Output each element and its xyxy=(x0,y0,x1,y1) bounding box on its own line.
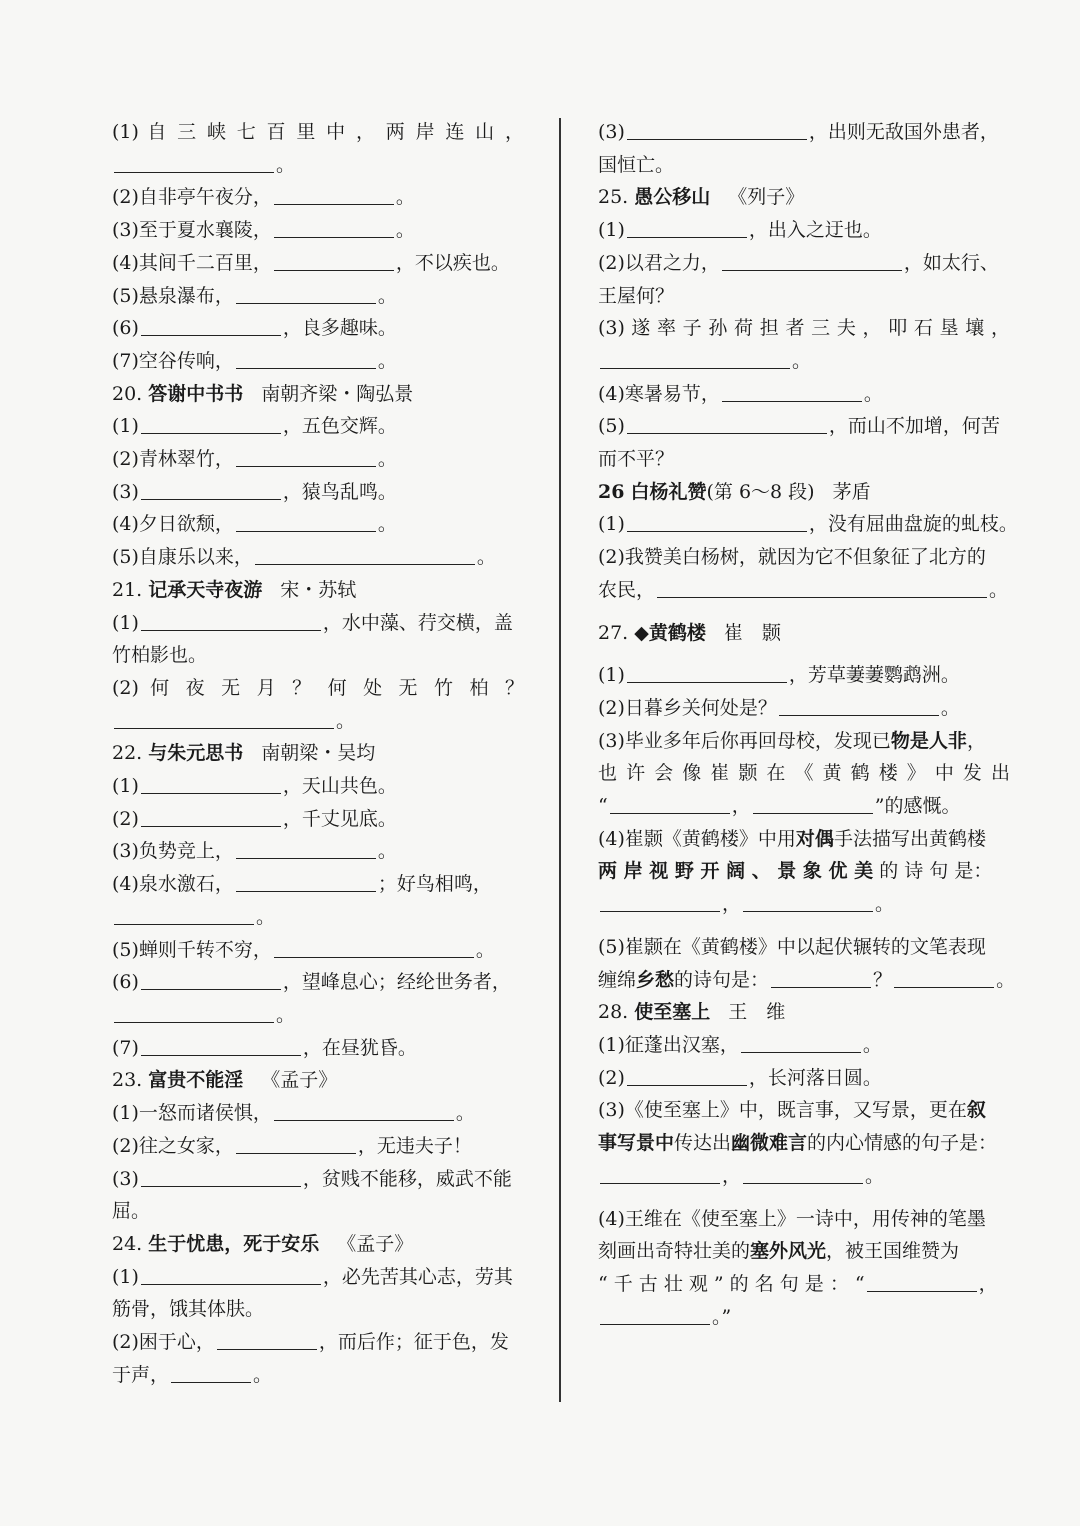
text: ，出入之迂也。 xyxy=(748,219,882,242)
text: ，望峰息心；经纶世务者， xyxy=(282,971,511,994)
section-title: 愚公移山 xyxy=(634,186,711,209)
text: 而不平？ xyxy=(598,448,675,471)
section-number: 22. xyxy=(112,742,143,765)
s27-line4-cont xyxy=(598,855,1010,888)
right-column xyxy=(598,116,1018,1333)
s22-line3 xyxy=(112,835,524,868)
answer-blank[interactable] xyxy=(274,1119,454,1121)
text: 传达出 xyxy=(674,1132,732,1155)
section-number: 24. xyxy=(112,1232,143,1255)
text: ”的感慨。 xyxy=(874,795,961,818)
s24-line1-cont xyxy=(112,1293,524,1326)
text: (1) xyxy=(598,219,625,242)
text: 竹柏影也。 xyxy=(112,644,208,667)
text: (5)崔颢在《黄鹤楼》中以起伏辗转的文笔表现 xyxy=(598,935,986,958)
answer-blank[interactable] xyxy=(741,1051,861,1053)
text: ，水中藻、荇交横，盖 xyxy=(322,611,513,634)
s28-line3 xyxy=(598,1094,1010,1127)
s20-line4 xyxy=(112,508,524,541)
s23-line1 xyxy=(112,1097,524,1130)
s24-line2-cont xyxy=(112,1359,524,1392)
answer-blank[interactable] xyxy=(600,1182,720,1184)
text: 屈。 xyxy=(112,1200,151,1223)
answer-blank[interactable] xyxy=(743,910,873,912)
answer-blank[interactable] xyxy=(114,727,334,729)
text: 。 xyxy=(377,349,397,372)
answer-blank[interactable] xyxy=(771,986,871,988)
text: (3) xyxy=(112,480,139,503)
text: (7)空谷传响， xyxy=(112,349,234,372)
s22-line1 xyxy=(112,770,524,803)
text: ，在昼犹昏。 xyxy=(302,1036,417,1059)
text: ， xyxy=(966,729,986,752)
text: 。 xyxy=(276,153,296,176)
section-subtitle: (第 6～8 段) xyxy=(706,480,815,503)
text: 国恒亡。 xyxy=(598,153,675,176)
answer-blank[interactable] xyxy=(141,498,281,500)
answer-blank[interactable] xyxy=(171,1381,251,1383)
s22-line7 xyxy=(112,1032,524,1065)
answer-blank[interactable] xyxy=(627,432,827,434)
answer-blank[interactable] xyxy=(141,1185,301,1187)
answer-blank[interactable] xyxy=(600,1323,710,1325)
s21-line1 xyxy=(112,607,524,640)
text: (7) xyxy=(112,1036,139,1059)
s26-line2-cont xyxy=(598,574,1010,607)
section-title: 生于忧患，死于安乐 xyxy=(148,1232,320,1255)
section-author: 王 维 xyxy=(728,1001,786,1024)
section-title: ◆黄鹤楼 xyxy=(634,621,706,644)
text: ，出则无敌国外患者， xyxy=(808,121,999,143)
s28-line3-cont xyxy=(598,1127,1010,1160)
s28-line3-blanks xyxy=(598,1160,1010,1193)
s25-line3-cont xyxy=(598,345,1010,378)
answer-blank[interactable] xyxy=(274,203,394,205)
s27-line3-blanks xyxy=(598,790,1010,823)
answer-blank[interactable] xyxy=(141,792,281,794)
text: ，长河落日圆。 xyxy=(748,1066,882,1089)
s19-line6 xyxy=(112,312,524,345)
section-28-heading xyxy=(598,996,1010,1029)
answer-blank[interactable] xyxy=(141,334,281,336)
answer-blank[interactable] xyxy=(141,1054,301,1056)
section-20-heading xyxy=(112,378,524,411)
text: ，而后作；征于色，发 xyxy=(318,1331,509,1354)
text: (4)崔颢《黄鹤楼》中用 xyxy=(598,827,796,850)
s28-line1 xyxy=(598,1029,1010,1062)
answer-blank[interactable] xyxy=(657,596,987,598)
text: (2) xyxy=(112,807,139,830)
text: (2)我赞美白杨树，就因为它不但象征了北方的 xyxy=(598,546,986,569)
answer-blank[interactable] xyxy=(779,714,939,716)
s21-line2 xyxy=(112,672,524,705)
text: “ xyxy=(598,795,608,818)
s25-line3 xyxy=(598,312,1010,345)
text: 王屋何？ xyxy=(598,284,675,307)
s27-line1 xyxy=(598,659,1010,692)
s22-line6 xyxy=(112,966,524,999)
bold-text: 两 岸 视 野 开 阔 、 景 象 优 美 xyxy=(598,860,874,883)
answer-blank[interactable] xyxy=(627,530,807,532)
text: 。” xyxy=(712,1305,732,1328)
text: ，无违夫子！ xyxy=(357,1134,472,1157)
text: 缠绵 xyxy=(598,968,637,991)
text: 。 xyxy=(792,349,812,372)
section-author: 《孟子》 xyxy=(261,1069,338,1092)
answer-blank[interactable] xyxy=(217,1348,317,1350)
answer-blank[interactable] xyxy=(255,563,475,565)
text: ，芳草萋萋鹦鹉洲。 xyxy=(788,664,960,687)
text: 也 许 会 像 崔 颢 在 《 黄 鹤 楼 》 中 发 出 xyxy=(598,762,1010,785)
section-author: 南朝梁・吴均 xyxy=(261,742,376,765)
bold-text: 叙 xyxy=(966,1099,986,1122)
text: 的 诗 句 是： xyxy=(879,860,993,883)
s27-line5 xyxy=(598,931,1010,964)
section-number: 28. xyxy=(598,1001,629,1024)
text: ，千丈见底。 xyxy=(282,807,397,830)
s19-line3 xyxy=(112,214,524,247)
s24-line3-cont xyxy=(598,149,1010,182)
s25-line4 xyxy=(598,378,1010,411)
s25-line2-cont xyxy=(598,280,1010,313)
answer-blank[interactable] xyxy=(627,681,787,683)
left-column xyxy=(112,116,524,1391)
s28-line4-blanks xyxy=(598,1301,1010,1334)
text: (1)征蓬出汉塞， xyxy=(598,1033,739,1056)
section-21-heading xyxy=(112,574,524,607)
s26-line1 xyxy=(598,508,1018,541)
s23-line3-cont xyxy=(112,1195,524,1228)
text: (3)负势竞上， xyxy=(112,840,234,863)
text: (1)一怒而诸侯惧， xyxy=(112,1102,272,1125)
s22-line4 xyxy=(112,868,524,901)
s25-line5 xyxy=(598,410,1010,443)
text: (4)泉水激石， xyxy=(112,873,234,896)
text: ， xyxy=(722,1164,742,1187)
section-26-heading xyxy=(598,476,1010,509)
s27-line5-cont xyxy=(598,964,1016,997)
text: ，五色交辉。 xyxy=(282,415,397,438)
text: 农民， xyxy=(598,578,656,601)
text: 。 xyxy=(865,1164,885,1187)
text: 。 xyxy=(875,893,895,916)
text: 。 xyxy=(276,1003,296,1026)
text: (6) xyxy=(112,971,139,994)
answer-blank[interactable] xyxy=(894,986,994,988)
bold-text: 幽微难言 xyxy=(731,1132,808,1155)
s27-line2 xyxy=(598,692,1010,725)
section-title: 记承天寺夜游 xyxy=(148,578,263,601)
text: 刻画出奇特壮美的 xyxy=(598,1240,751,1263)
s27-line3-cont xyxy=(598,757,1010,790)
section-number: 21. xyxy=(112,578,143,601)
section-number: 20. xyxy=(112,382,143,405)
answer-blank[interactable] xyxy=(743,1182,863,1184)
s20-line1 xyxy=(112,410,524,443)
text: 。 xyxy=(395,219,415,242)
s28-line4-cont2 xyxy=(598,1268,1010,1301)
section-title: 答谢中书书 xyxy=(148,382,244,405)
text: ，猿鸟乱鸣。 xyxy=(282,480,397,503)
text: (3)《使至塞上》中，既言事，又写景，更在 xyxy=(598,1099,967,1122)
section-author: 崔 颢 xyxy=(723,621,781,644)
text: (6) xyxy=(112,317,139,340)
text: (3) 遂 率 子 孙 荷 担 者 三 夫 ， 叩 石 垦 壤 ， xyxy=(598,317,1010,340)
answer-blank[interactable] xyxy=(610,812,730,814)
text: (2)以君之力， xyxy=(598,251,720,274)
text: (5)蝉则千转不穷， xyxy=(112,938,272,961)
answer-blank[interactable] xyxy=(236,1152,356,1154)
s27-line4-blanks xyxy=(598,888,1010,921)
text: (4)其间千二百里， xyxy=(112,251,272,274)
bold-text: 对偶 xyxy=(795,827,834,850)
text: (2)往之女家， xyxy=(112,1134,234,1157)
answer-blank[interactable] xyxy=(236,302,376,304)
text: (1) 自 三 峡 七 百 里 中 ， 两 岸 连 山 ， xyxy=(112,121,524,143)
answer-blank[interactable] xyxy=(600,910,720,912)
text: 。 xyxy=(989,578,1009,601)
text: (2)自非亭午夜分， xyxy=(112,186,272,209)
section-number: 25. xyxy=(598,186,629,209)
s20-line2 xyxy=(112,443,524,476)
text: (1) xyxy=(598,513,625,536)
text: (3) xyxy=(598,121,625,143)
section-title: 白杨礼赞 xyxy=(630,480,707,503)
section-title: 使至塞上 xyxy=(634,1001,711,1024)
text: (1) xyxy=(112,1265,139,1288)
text: 。 xyxy=(475,938,495,961)
text: 。 xyxy=(862,1033,882,1056)
text: (1) xyxy=(112,611,139,634)
text: (3)至于夏水襄陵， xyxy=(112,219,272,242)
text: (2)青林翠竹， xyxy=(112,448,234,471)
text: 。 xyxy=(863,382,883,405)
answer-blank[interactable] xyxy=(274,236,394,238)
s21-line1-cont xyxy=(112,639,524,672)
text: ， xyxy=(978,1272,998,1295)
s19-line7 xyxy=(112,345,524,378)
text: 的诗句是： xyxy=(674,968,770,991)
s23-line3 xyxy=(112,1163,524,1196)
text: (2)日暮乡关何处是？ xyxy=(598,696,777,719)
text: ， xyxy=(731,795,751,818)
section-author: 《列子》 xyxy=(728,186,805,209)
s28-line2 xyxy=(598,1062,1010,1095)
text: ，而山不加增，何苦 xyxy=(828,415,1000,438)
text: (2)困于心， xyxy=(112,1331,215,1354)
text: (3) xyxy=(112,1167,139,1190)
s20-line5 xyxy=(112,541,524,574)
text: (2) xyxy=(598,1066,625,1089)
s27-line4 xyxy=(598,823,1010,856)
text: 。 xyxy=(377,840,397,863)
answer-blank[interactable] xyxy=(114,923,254,925)
text: (5) xyxy=(598,415,625,438)
spacer xyxy=(598,649,1010,659)
text: 筋骨，饿其体肤。 xyxy=(112,1298,265,1321)
text: 。 xyxy=(455,1102,475,1125)
s24-line1 xyxy=(112,1261,524,1294)
section-22-heading xyxy=(112,737,524,770)
answer-blank[interactable] xyxy=(236,857,376,859)
text: (5)悬泉瀑布， xyxy=(112,284,234,307)
spacer xyxy=(598,921,1010,931)
text: ， xyxy=(722,893,742,916)
answer-blank[interactable] xyxy=(722,400,862,402)
s25-line2 xyxy=(598,247,1010,280)
bold-text: 乡愁 xyxy=(636,968,675,991)
text: ，良多趣味。 xyxy=(282,317,397,340)
section-25-heading xyxy=(598,181,1010,214)
text: (1) xyxy=(598,664,625,687)
answer-blank[interactable] xyxy=(722,269,902,271)
section-number: 27. xyxy=(598,621,629,644)
answer-blank[interactable] xyxy=(141,629,321,631)
text: ，贫贱不能移，威武不能 xyxy=(302,1167,512,1190)
s27-line3 xyxy=(598,725,1010,758)
section-23-heading xyxy=(112,1064,524,1097)
answer-blank[interactable] xyxy=(627,1084,747,1086)
text: 于声， xyxy=(112,1363,170,1386)
answer-blank[interactable] xyxy=(236,890,376,892)
bold-text: 事写景中 xyxy=(598,1132,675,1155)
s25-line1 xyxy=(598,214,1010,247)
text: ，如太行、 xyxy=(903,251,999,274)
s20-line3 xyxy=(112,476,524,509)
s28-line4-cont xyxy=(598,1235,1010,1268)
spacer xyxy=(598,1193,1010,1203)
answer-blank[interactable] xyxy=(627,138,807,140)
text: (4)寒暑易节， xyxy=(598,382,720,405)
section-number: 26 xyxy=(598,480,625,503)
text: 的内心情感的句子是： xyxy=(807,1132,998,1155)
text: ，必先苦其心志，劳其 xyxy=(322,1265,513,1288)
text: (5)自康乐以来， xyxy=(112,546,253,569)
text: (4)夕日欲颓， xyxy=(112,513,234,536)
answer-blank[interactable] xyxy=(114,171,274,173)
text: 。 xyxy=(476,546,496,569)
section-author: 茅盾 xyxy=(832,480,871,503)
text: 。 xyxy=(377,284,397,307)
s28-line4 xyxy=(598,1203,1010,1236)
text: (1) xyxy=(112,775,139,798)
answer-blank[interactable] xyxy=(627,236,747,238)
answer-blank[interactable] xyxy=(236,367,376,369)
answer-blank[interactable] xyxy=(141,825,281,827)
answer-blank[interactable] xyxy=(141,432,281,434)
s19-line4 xyxy=(112,247,524,280)
answer-blank[interactable] xyxy=(753,812,873,814)
text: 。 xyxy=(336,709,356,732)
section-title: 与朱元思书 xyxy=(148,742,244,765)
s19-line1-cont xyxy=(112,149,524,182)
text: 。 xyxy=(940,696,960,719)
text: (3)毕业多年后你再回母校，发现已 xyxy=(598,729,891,752)
s24-line2 xyxy=(112,1326,524,1359)
section-author: 南朝齐梁・陶弘景 xyxy=(261,382,414,405)
section-title: 富贵不能淫 xyxy=(148,1069,244,1092)
text: 。 xyxy=(996,968,1016,991)
text: “ 千 古 壮 观 ” 的 名 句 是 ： “ xyxy=(598,1272,865,1295)
text: 。 xyxy=(253,1363,273,1386)
text: ，没有屈曲盘旋的虬枝。 xyxy=(808,513,1018,536)
bold-text: 物是人非 xyxy=(890,729,967,752)
answer-blank[interactable] xyxy=(141,988,281,990)
text: ，被王国维赞为 xyxy=(826,1240,960,1263)
s25-line5-cont xyxy=(598,443,1010,476)
section-author: 《孟子》 xyxy=(337,1232,414,1255)
text: (4)王维在《使至塞上》一诗中，用传神的笔墨 xyxy=(598,1207,986,1230)
answer-blank[interactable] xyxy=(236,530,376,532)
text: 。 xyxy=(377,448,397,471)
s19-line2 xyxy=(112,181,524,214)
answer-blank[interactable] xyxy=(867,1290,977,1292)
answer-blank[interactable] xyxy=(114,1021,274,1023)
s26-line2 xyxy=(598,541,1010,574)
s22-line2 xyxy=(112,803,524,836)
section-27-heading xyxy=(598,617,1010,650)
answer-blank[interactable] xyxy=(236,465,376,467)
s23-line2 xyxy=(112,1130,524,1163)
section-number: 23. xyxy=(112,1069,143,1092)
text: (2) 何 夜 无 月 ？ 何 处 无 竹 柏 ？ xyxy=(112,676,524,699)
s24-line3 xyxy=(598,116,1010,149)
text: 。 xyxy=(256,905,276,928)
text: ，不以疾也。 xyxy=(395,251,510,274)
answer-blank[interactable] xyxy=(141,1283,321,1285)
text: 。 xyxy=(377,513,397,536)
text: 。 xyxy=(395,186,415,209)
text: ，天山共色。 xyxy=(282,775,397,798)
s22-line5 xyxy=(112,934,524,967)
answer-blank[interactable] xyxy=(274,269,394,271)
answer-blank[interactable] xyxy=(274,956,474,958)
column-divider xyxy=(559,118,561,1402)
s22-line4-cont xyxy=(112,901,524,934)
text: ？ xyxy=(873,968,893,991)
s19-line5 xyxy=(112,280,524,313)
s22-line6-cont xyxy=(112,999,524,1032)
text: ；好鸟相鸣， xyxy=(377,873,492,896)
s21-line2-cont xyxy=(112,705,524,738)
section-author: 宋・苏轼 xyxy=(280,578,357,601)
text: (1) xyxy=(112,415,139,438)
bold-text: 塞外风光 xyxy=(750,1240,827,1263)
text: 手法描写出黄鹤楼 xyxy=(833,827,986,850)
spacer xyxy=(598,607,1010,617)
s19-line1 xyxy=(112,116,524,149)
answer-blank[interactable] xyxy=(600,367,790,369)
section-24-heading xyxy=(112,1228,524,1261)
